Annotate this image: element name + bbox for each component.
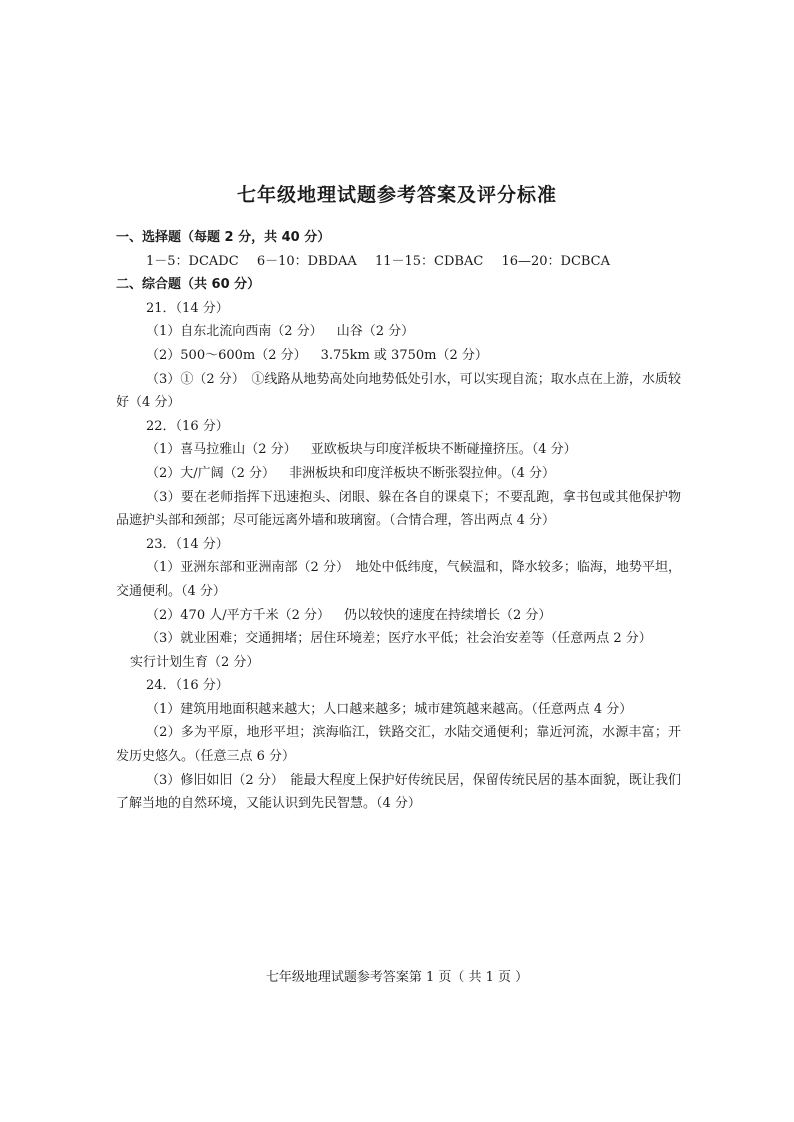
- question-22-header: 22．（16 分）: [146, 418, 229, 434]
- answer-text: 仍以较快的速度在持续增长（2 分）: [344, 607, 552, 623]
- question-23-part-2: [116, 604, 681, 628]
- section-heading-comprehensive: 二、综合题（共 60 分）: [116, 277, 261, 293]
- question-22-part-2: [116, 462, 681, 486]
- question-21-part-1: [116, 320, 681, 344]
- answer-text: 山谷（2 分）: [336, 324, 415, 340]
- question-21-header: 21．（14 分）: [146, 300, 229, 316]
- question-22-part-1: [116, 438, 681, 462]
- question-24-part-2: （2）多为平原，地形平坦；滨海临江，铁路交汇，水陆交通便利；靠近河流，水源丰富；开发历史悠久。（任意三点 6 分）: [116, 725, 681, 765]
- question-23-header: 23．（14 分）: [146, 536, 229, 552]
- question-21-part-2: [116, 344, 681, 368]
- answer-text: （1）喜马拉雅山（2 分）: [146, 442, 297, 458]
- question-22-part-3: （3）要在老师指挥下迅速抱头、闭眼、躲在各自的课桌下；不要乱跑，拿书包或其他保护物品遮护头部和颈部；尽可能远离外墙和玻璃窗。（合情合理，答出两点 4 分）: [116, 489, 681, 529]
- page-footer: 七年级地理试题参考答案第 1 页（ 共 1 页 ）: [265, 970, 529, 985]
- question-23-part-3: （3）就业困难；交通拥堵；居住环境差；医疗水平低；社会治安差等（任意两点 2 分）: [146, 631, 652, 647]
- question-21-part-3: （3）①（2 分） ①线路从地势高处向地势低处引水，可以实现自流；取水点在上游，水质较好（4 分）: [116, 371, 681, 411]
- choice-answer-group: 1－5：DCADC: [146, 253, 239, 269]
- question-24-header: 24．（16 分）: [146, 678, 229, 694]
- choice-answers-row: [116, 250, 681, 274]
- question-23-part-4: 实行计划生育（2 分）: [130, 654, 260, 670]
- answer-text: （1）自东北流向西南（2 分）: [146, 324, 323, 340]
- answer-content: [116, 226, 681, 816]
- choice-answer-group: 11－15：CDBAC: [374, 253, 484, 269]
- question-24-part-3: （3）修旧如旧（2 分） 能最大程度上保护好传统民居，保留传统民居的基本面貌，既让我们了解当地的自然环境，又能认识到先民智慧。（4 分）: [116, 772, 681, 812]
- page-title: 七年级地理试题参考答案及评分标准: [236, 184, 557, 206]
- answer-text: （2）大/广阔（2 分）: [146, 465, 276, 481]
- answer-text: 非洲板块和印度洋板块不断张裂拉伸。（4 分）: [289, 465, 555, 481]
- question-24-part-1: （1）建筑用地面积越来越大；人口越来越多；城市建筑越来越高。（任意两点 4 分）: [146, 701, 633, 717]
- choice-answer-group: 6－10：DBDAA: [256, 253, 357, 269]
- answer-text: （2）500～600m（2 分）: [146, 347, 307, 363]
- question-23-part-1: （1）亚洲东部和亚洲南部（2 分） 地处中低纬度，气候温和，降水较多；临海，地势平坦，交通便利。（4 分）: [116, 560, 681, 599]
- answer-text: 3.75km 或 3750m（2 分）: [320, 347, 488, 363]
- section-heading-choice: 一、选择题（每题 2 分，共 40 分）: [116, 230, 331, 245]
- answer-text: （2）470 人/平方千米（2 分）: [146, 607, 330, 623]
- answer-text: 亚欧板块与印度洋板块不断碰撞挤压。（4 分）: [310, 442, 577, 458]
- choice-answer-group: 16—20：DCBCA: [501, 253, 611, 269]
